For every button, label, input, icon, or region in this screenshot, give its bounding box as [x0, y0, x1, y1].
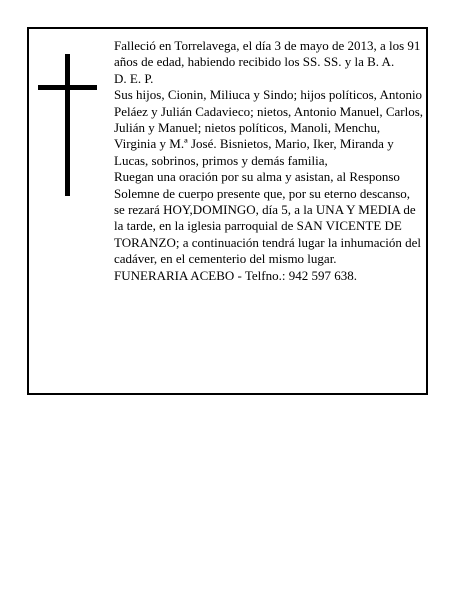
rest-in-peace: D. E. P.: [114, 70, 154, 86]
cross-horizontal-bar: [38, 85, 97, 90]
service-details: Ruegan una oración por su alma y asistan, al Responso Solemne de cuerpo presente que, por su eterno descanso, se rezará HOY,DOMINGO, día 5, a la UNA Y MEDIA de la tarde, en la iglesia parroquial de SAN VICENTE DE TORANZO; a continuación tendrá lugar la inhumación del cadáver, en el cementerio del mismo lugar.: [114, 169, 421, 267]
death-announcement: Falleció en Torrelavega, el día 3 de mayo de 2013, a los 91 años de edad, habiendo recibido los SS. SS. y la B. A.: [114, 38, 421, 70]
funeral-home-contact: FUNERARIA ACEBO - Telfno.: 942 597 638.: [114, 267, 357, 283]
family-list: Sus hijos, Cionin, Miliuca y Sindo; hijos políticos, Antonio Peláez y Julián Cadavieco; nietos, Antonio Manuel, Carlos, Julián y Manuel; nietos políticos, Manoli, Menchu, Virginia y M.ª José. Bisnietos, Mario, Iker, Miranda y Lucas, sobrinos, primos y demás familia,: [114, 87, 424, 168]
cross-vertical-bar: [65, 54, 70, 196]
cross-icon: [38, 54, 97, 196]
obituary-text: [114, 38, 424, 284]
